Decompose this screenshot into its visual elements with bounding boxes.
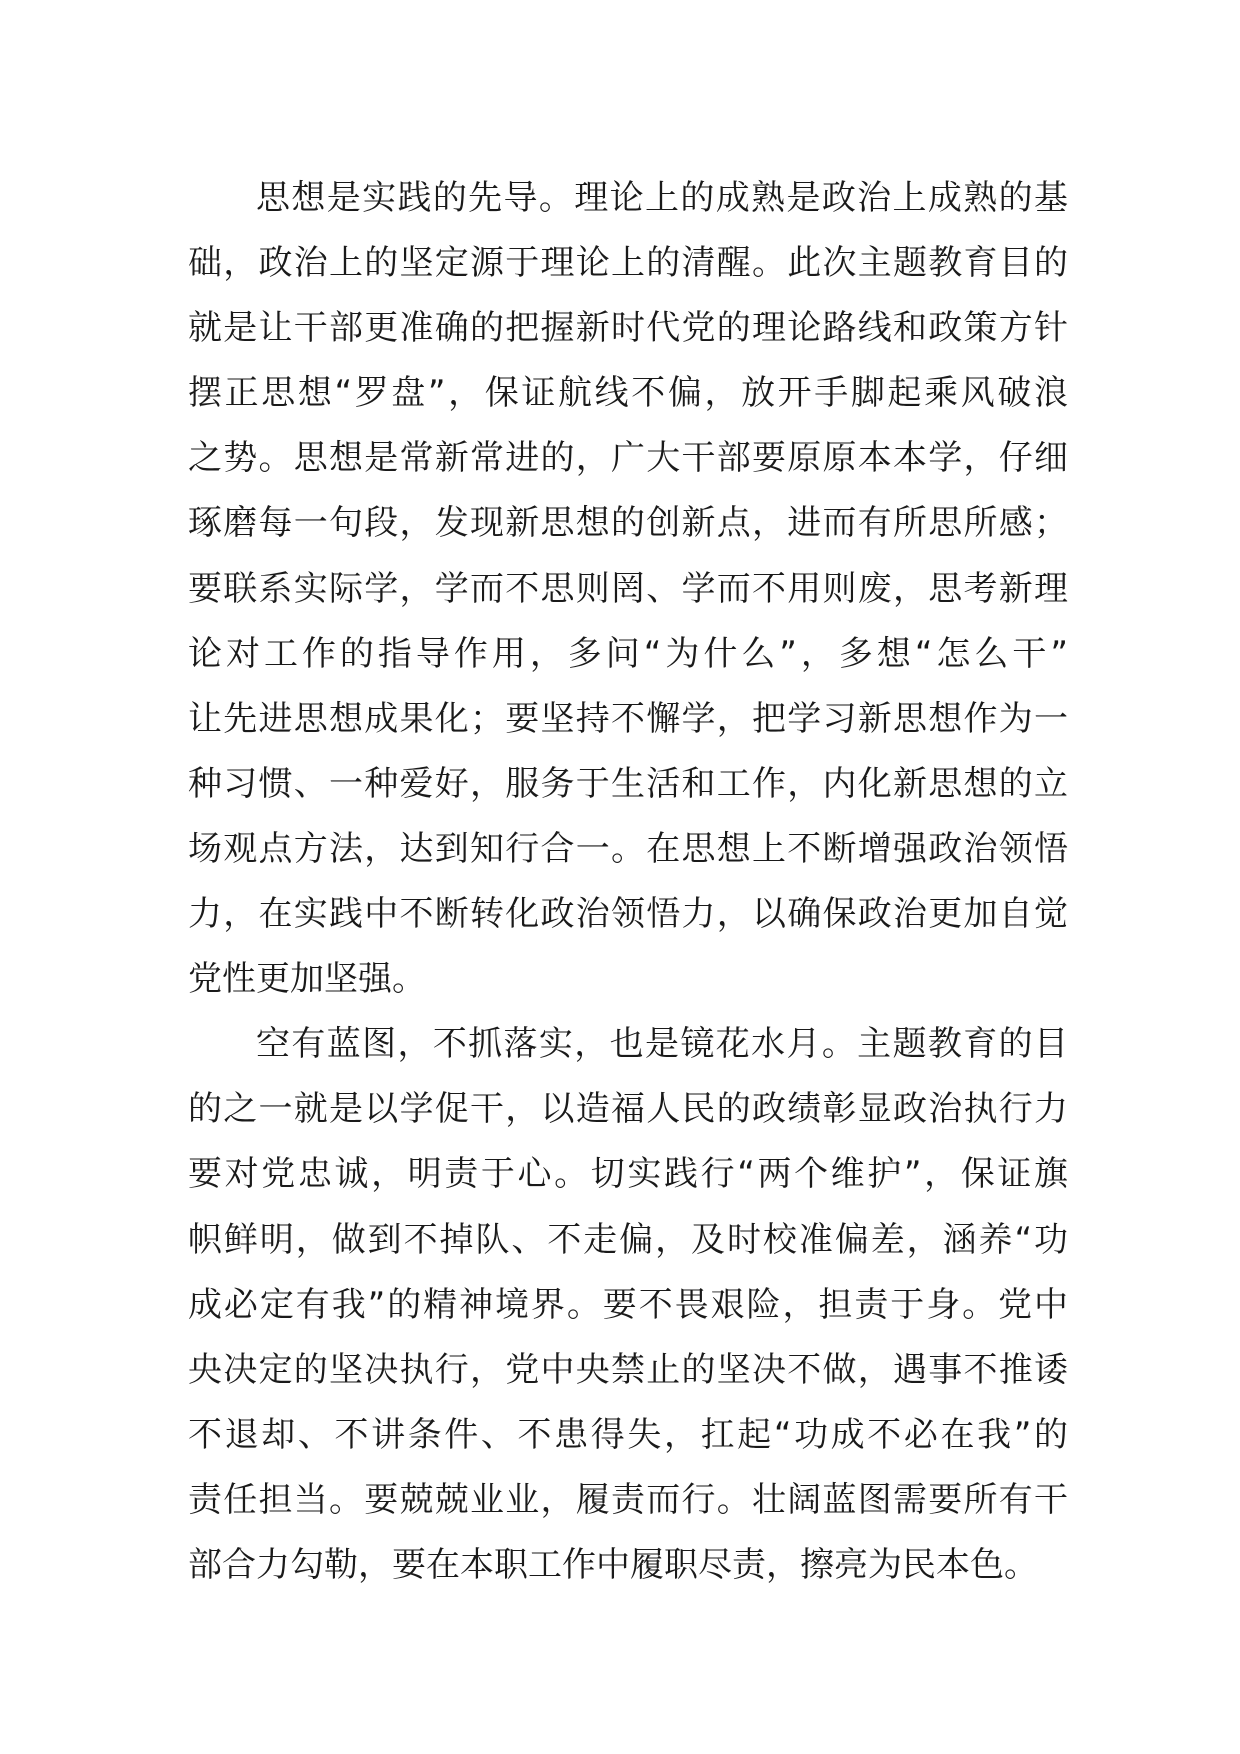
text-line: 琢磨每一句段，发现新思想的创新点，进而有所思所感； (188, 503, 1068, 544)
text-line: 成必定有我”的精神境界。要不畏艰险，担责于身。党中 (188, 1284, 1068, 1325)
paragraph-2 (188, 1012, 1068, 1598)
text-line: 就是让干部更准确的把握新时代党的理论路线和政策方针 (188, 308, 1068, 349)
text-line: 让先进思想成果化；要坚持不懈学，把学习新思想作为一 (188, 698, 1068, 739)
text-line: 部合力勾勒，要在本职工作中履职尽责，擦亮为民本色。 (188, 1544, 1038, 1585)
text-line: 不退却、不讲条件、不患得失，扛起“功成不必在我”的 (188, 1414, 1068, 1455)
text-line: 央决定的坚决执行，党中央禁止的坚决不做，遇事不推诿 (188, 1349, 1068, 1390)
document-body (188, 166, 1068, 1598)
text-line: 思想是实践的先导。理论上的成熟是政治上成熟的基 (256, 178, 1068, 218)
text-line: 摆正思想“罗盘”，保证航线不偏，放开手脚起乘风破浪 (188, 373, 1068, 414)
text-line: 责任担当。要兢兢业业，履责而行。壮阔蓝图需要所有干 (188, 1479, 1068, 1520)
text-line: 要对党忠诚，明责于心。切实践行“两个维护”，保证旗 (188, 1154, 1068, 1195)
text-line: 党性更加坚强。 (188, 959, 426, 1000)
text-line: 场观点方法，达到知行合一。在思想上不断增强政治领悟 (188, 828, 1068, 869)
text-line: 础，政治上的坚定源于理论上的清醒。此次主题教育目的 (188, 243, 1068, 284)
text-line: 帜鲜明，做到不掉队、不走偏，及时校准偏差，涵养“功 (188, 1219, 1068, 1260)
text-line: 论对工作的指导作用，多问“为什么”，多想“怎么干” (188, 633, 1068, 674)
text-line: 种习惯、一种爱好，服务于生活和工作，内化新思想的立 (188, 763, 1068, 804)
text-line: 之势。思想是常新常进的，广大干部要原原本本学，仔细 (188, 438, 1068, 479)
paragraph-1 (188, 166, 1068, 1012)
text-line: 空有蓝图，不抓落实，也是镜花水月。主题教育的目 (256, 1024, 1068, 1065)
text-line: 要联系实际学，学而不思则罔、学而不用则废，思考新理 (188, 568, 1068, 609)
text-line: 的之一就是以学促干，以造福人民的政绩彰显政治执行力 (188, 1089, 1068, 1130)
text-line: 力，在实践中不断转化政治领悟力，以确保政治更加自觉 (188, 894, 1068, 935)
